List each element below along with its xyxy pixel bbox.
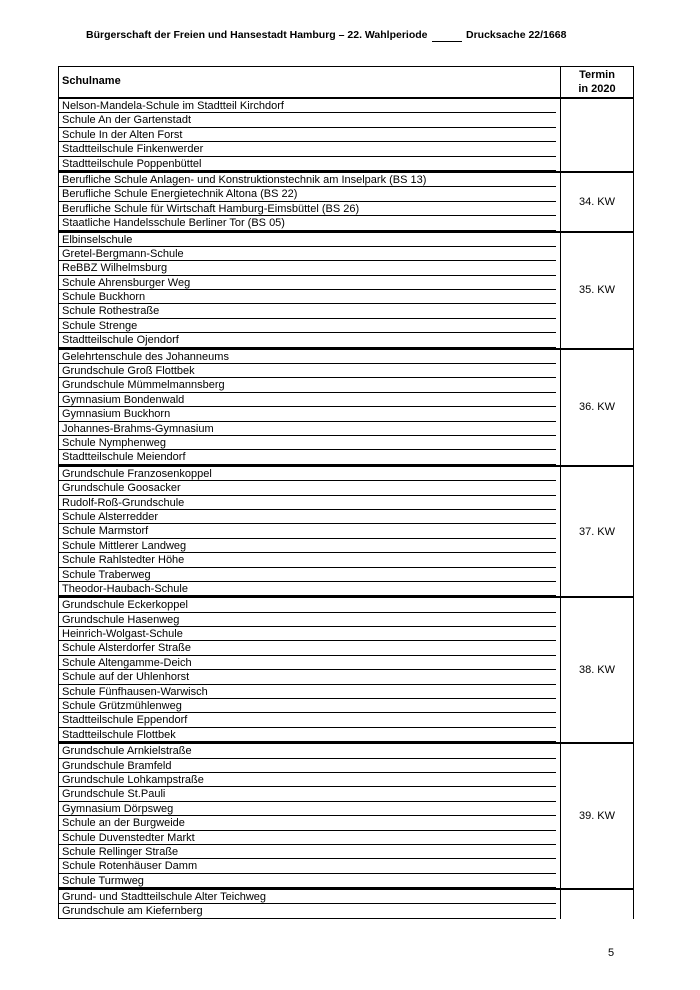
table-header — [58, 66, 634, 99]
column-header-week-line2: in 2020 — [578, 83, 616, 95]
school-name: Grundschule St.Pauli — [59, 787, 556, 801]
school-name: Stadtteilschule Flottbek — [59, 728, 556, 742]
school-name: Schule Rellinger Straße — [59, 845, 556, 859]
school-name: Schule Alsterdorfer Straße — [59, 641, 556, 655]
school-name: Grundschule Bramfeld — [59, 759, 556, 773]
school-name: Schule In der Alten Forst — [59, 128, 556, 142]
school-name: Schule Fünfhausen-Warwisch — [59, 685, 556, 699]
school-name: Schule Rahlstedter Höhe — [59, 553, 556, 567]
header-separator — [432, 41, 462, 42]
school-name: Schule Altengamme-Deich — [59, 656, 556, 670]
school-name: Stadtteilschule Eppendorf — [59, 713, 556, 727]
school-name: Grundschule Arnkielstraße — [59, 744, 556, 758]
week-label: 35. KW — [578, 284, 616, 297]
school-name: Theodor-Haubach-Schule — [59, 582, 556, 596]
school-name: Stadtteilschule Poppenbüttel — [59, 157, 556, 171]
school-name: Gelehrtenschule des Johanneums — [59, 350, 556, 364]
school-name: Schule Duvenstedter Markt — [59, 831, 556, 845]
school-name: Grund- und Stadtteilschule Alter Teichweg — [59, 890, 556, 904]
school-name: Stadtteilschule Ojendorf — [59, 333, 556, 347]
school-name: Schule Mittlerer Landweg — [59, 539, 556, 553]
school-name: Schule Nymphenweg — [59, 436, 556, 450]
week-group — [58, 744, 634, 890]
school-name: Stadtteilschule Meiendorf — [59, 450, 556, 464]
schedule-table — [58, 66, 634, 919]
week-group — [58, 890, 634, 919]
school-name: Heinrich-Wolgast-Schule — [59, 627, 556, 641]
school-name: Schule an der Burgweide — [59, 816, 556, 830]
week-group — [58, 233, 634, 350]
school-name: Gymnasium Dörpsweg — [59, 802, 556, 816]
school-name: Schule Rotenhäuser Damm — [59, 859, 556, 873]
week-label: 36. KW — [578, 401, 616, 414]
column-header-week-line1: Termin — [579, 69, 615, 81]
school-name: Stadtteilschule Finkenwerder — [59, 142, 556, 156]
column-header-week — [561, 68, 633, 96]
school-name: Schule Traberweg — [59, 568, 556, 582]
week-label: 38. KW — [578, 664, 616, 677]
school-name: Grundschule Groß Flottbek — [59, 364, 556, 378]
page-header — [0, 29, 700, 45]
school-name: Schule An der Gartenstadt — [59, 113, 556, 127]
school-name: Schule Rothestraße — [59, 304, 556, 318]
school-name: Rudolf-Roß-Grundschule — [59, 496, 556, 510]
school-name: Grundschule Mümmelmannsberg — [59, 378, 556, 392]
school-name: Schule Strenge — [59, 319, 556, 333]
table-body — [58, 99, 634, 919]
school-name: Berufliche Schule Anlagen- und Konstruktionstechnik am Inselpark (BS 13) — [59, 173, 556, 187]
school-name: Schule auf der Uhlenhorst — [59, 670, 556, 684]
week-group — [58, 99, 634, 173]
school-name: Johannes-Brahms-Gymnasium — [59, 422, 556, 436]
week-group — [58, 350, 634, 467]
header-document-number: Drucksache 22/1668 — [466, 29, 567, 41]
school-name: Staatliche Handelsschule Berliner Tor (BS 05) — [59, 216, 556, 230]
school-name: Elbinselschule — [59, 233, 556, 247]
school-name: Schule Alsterredder — [59, 510, 556, 524]
school-name: Berufliche Schule für Wirtschaft Hamburg-Eimsbüttel (BS 26) — [59, 202, 556, 216]
column-divider — [560, 890, 561, 919]
school-name: Nelson-Mandela-Schule im Stadtteil Kirchdorf — [59, 99, 556, 113]
header-title: Bürgerschaft der Freien und Hansestadt Hamburg – 22. Wahlperiode — [86, 29, 428, 41]
school-name: Grundschule Eckerkoppel — [59, 598, 556, 612]
school-name: Gymnasium Bondenwald — [59, 393, 556, 407]
school-name: ReBBZ Wilhelmsburg — [59, 261, 556, 275]
column-header-school: Schulname — [62, 75, 121, 87]
week-group — [58, 467, 634, 599]
school-name: Berufliche Schule Energietechnik Altona (BS 22) — [59, 187, 556, 201]
school-name: Grundschule Lohkampstraße — [59, 773, 556, 787]
page-number: 5 — [608, 947, 615, 959]
week-group — [58, 598, 634, 744]
school-name: Grundschule Goosacker — [59, 481, 556, 495]
week-label: 37. KW — [578, 525, 616, 538]
school-name: Schule Buckhorn — [59, 290, 556, 304]
school-name: Grundschule Hasenweg — [59, 613, 556, 627]
school-name: Gymnasium Buckhorn — [59, 407, 556, 421]
week-label: 34. KW — [578, 195, 616, 208]
school-name: Schule Marmstorf — [59, 524, 556, 538]
column-divider — [560, 99, 561, 171]
school-name: Grundschule Franzosenkoppel — [59, 467, 556, 481]
week-label: 39. KW — [578, 810, 616, 823]
week-group — [58, 173, 634, 233]
school-name: Grundschule am Kiefernberg — [59, 904, 556, 918]
school-name: Schule Ahrensburger Weg — [59, 276, 556, 290]
school-name: Schule Turmweg — [59, 874, 556, 888]
school-name: Gretel-Bergmann-Schule — [59, 247, 556, 261]
school-name: Schule Grützmühlenweg — [59, 699, 556, 713]
